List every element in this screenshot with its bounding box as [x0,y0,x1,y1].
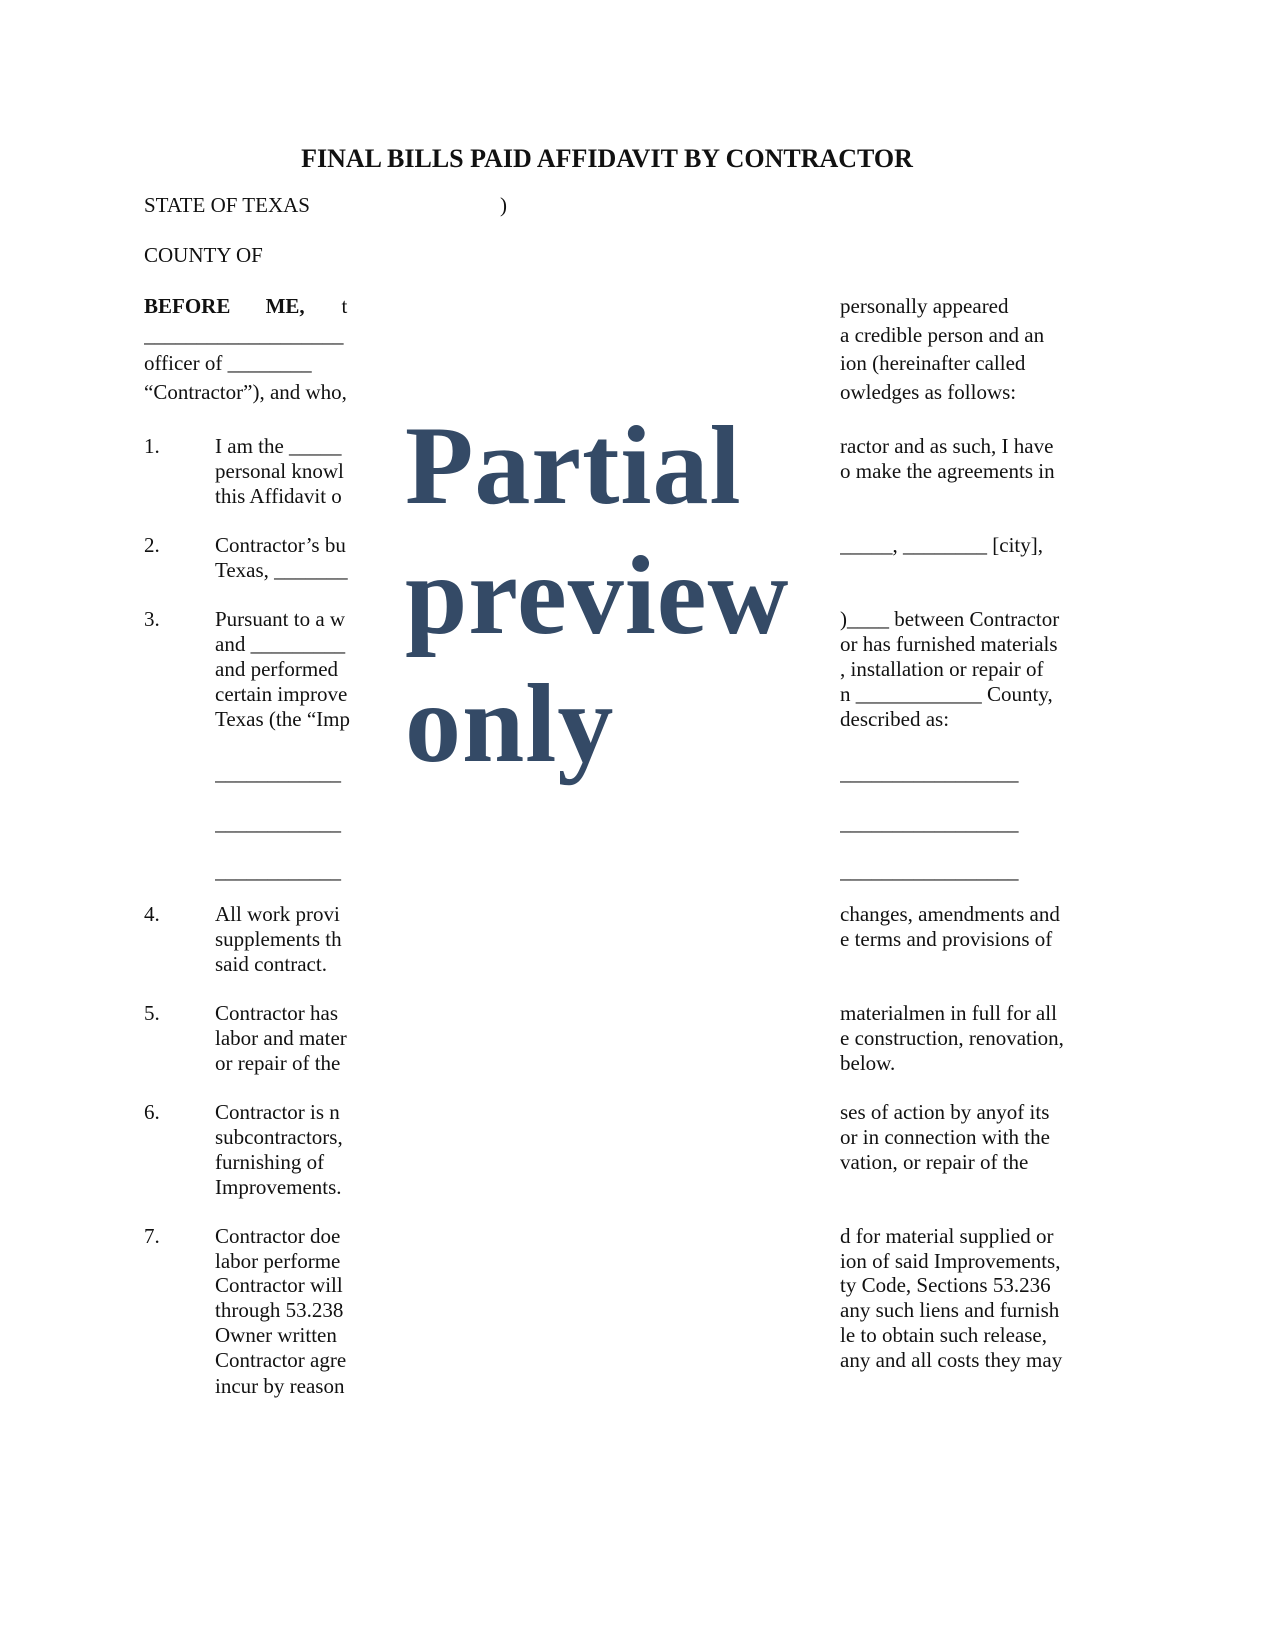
line-right-text [840,1000,1070,1026]
line-right-span: e terms and provisions of [840,927,1053,951]
line-left-text: Texas, _______ [215,558,348,582]
line-right-span: any and all costs they may [840,1348,1063,1372]
line-right-text [840,322,1070,348]
line-left-text: I am the _____ [215,434,342,458]
line-right-span: below. [840,1051,896,1075]
line-left-text: “Contractor”), and who, [144,380,347,404]
line-right-span: or has furnished materials [840,632,1058,656]
state-bracket: ) [500,193,507,217]
bold-lead: BEFORE ME, [144,294,305,318]
watermark-line: Partial [405,404,742,528]
line-right-text [840,631,1070,657]
line-left-text: and _________ [215,632,346,656]
line-left-text: officer of ________ [144,351,312,375]
line-left-text: Texas (the “Imp [215,707,350,731]
line-right-span: described as: [840,707,950,731]
line-right-text [840,1297,1070,1323]
line-right-text [840,532,1070,558]
line-right-span: ty Code, Sections 53.236 [840,1273,1051,1297]
document-title: FINAL BILLS PAID AFFIDAVIT BY CONTRACTOR [301,144,913,173]
line-right-span: ractor and as such, I have [840,434,1054,458]
line-left-text: ____________ [215,761,341,785]
county-label: COUNTY OF [144,243,263,267]
line-left-text: Contractor doe [215,1224,341,1248]
line-left-text: BEFORE ME, t [144,294,348,318]
line-right-text [840,1223,1070,1249]
line-right-text [840,1149,1070,1175]
line-left-text: Contractor’s bu [215,533,346,557]
line-left-text: subcontractors, [215,1125,343,1149]
line-right-text [840,1124,1070,1150]
line-left-text: supplements th [215,927,342,951]
line-left-text: Contractor has [215,1001,339,1025]
line-left-text: incur by reason [215,1374,345,1398]
line-right-span: _____, ________ [city], [840,533,1043,557]
item-number: 4. [144,902,160,926]
line-left-text: Pursuant to a w [215,607,346,631]
line-left-text: this Affidavit o [215,484,342,508]
line-left-text: Contractor is n [215,1100,340,1124]
line-left-text: furnishing of [215,1150,325,1174]
line-left-text: Improvements. [215,1175,342,1199]
line-right-span: ion (hereinafter called [840,351,1026,375]
line-right-text [840,901,1070,927]
line-right-text [840,681,1070,707]
line-right-span: le to obtain such release, [840,1323,1048,1347]
line-right-text [840,1025,1070,1051]
line-right-span: a credible person and an [840,323,1045,347]
line-right-span: o make the agreements in [840,459,1055,483]
line-right-span: vation, or repair of the [840,1150,1029,1174]
line-right-text [840,858,1070,884]
line-right-text [840,926,1070,952]
line-right-text [840,1347,1070,1373]
line-right-text [840,606,1070,632]
line-right-text [840,1248,1070,1274]
line-left-text: labor and mater [215,1026,347,1050]
line-right-text [840,706,1070,732]
item-number: 2. [144,533,160,557]
line-right-span: , installation or repair of [840,657,1044,681]
line-right-span: e construction, renovation, [840,1026,1064,1050]
line-right-span: _________________ [840,859,1019,883]
line-right-span: d for material supplied or [840,1224,1054,1248]
line-right-span: _________________ [840,761,1019,785]
item-number: 5. [144,1001,160,1025]
line-right-span: materialmen in full for all [840,1001,1057,1025]
line-left-text: Owner written [215,1323,337,1347]
item-number: 7. [144,1224,160,1248]
line-left-text: through 53.238 [215,1298,344,1322]
line-right-text [840,293,1070,319]
line-left-text: and performed [215,657,339,681]
item-number: 1. [144,434,160,458]
line-left-text: Contractor agre [215,1348,347,1372]
line-left-text: or repair of the [215,1051,341,1075]
line-right-text [840,433,1070,459]
line-right-text [840,656,1070,682]
line-right-text [840,810,1070,836]
line-right-text [840,379,1070,405]
line-left-text: ____________ [215,811,341,835]
line-left-text: ___________________ [144,323,344,347]
line-right-span: changes, amendments and [840,902,1060,926]
line-left-text: All work provi [215,902,340,926]
line-right-span: ses of action by anyof its [840,1100,1050,1124]
watermark-line: preview [405,534,790,658]
line-right-span: n ____________ County, [840,682,1053,706]
item-number: 6. [144,1100,160,1124]
line-right-span: personally appeared [840,294,1009,318]
line-right-text [840,760,1070,786]
line-left-text: ____________ [215,859,341,883]
line-left-text: certain improve [215,682,348,706]
line-right-text [840,458,1070,484]
line-left-text: labor performe [215,1249,341,1273]
line-right-span: owledges as follows: [840,380,1017,404]
watermark-line: only [405,662,615,786]
line-right-span: ion of said Improvements, [840,1249,1061,1273]
line-left-text: said contract. [215,952,327,976]
line-left-text: personal knowl [215,459,344,483]
line-right-text [840,1099,1070,1125]
line-right-span: )____ between Contractor [840,607,1060,631]
state-label: STATE OF TEXAS [144,193,310,217]
item-number: 3. [144,607,160,631]
line-right-text [840,1050,1070,1076]
line-right-text [840,1322,1070,1348]
line-right-span: or in connection with the [840,1125,1050,1149]
line-right-span: any such liens and furnish [840,1298,1060,1322]
line-right-text [840,1272,1070,1298]
line-left-text: Contractor will [215,1273,343,1297]
line-right-text [840,350,1070,376]
line-right-span: _________________ [840,811,1019,835]
